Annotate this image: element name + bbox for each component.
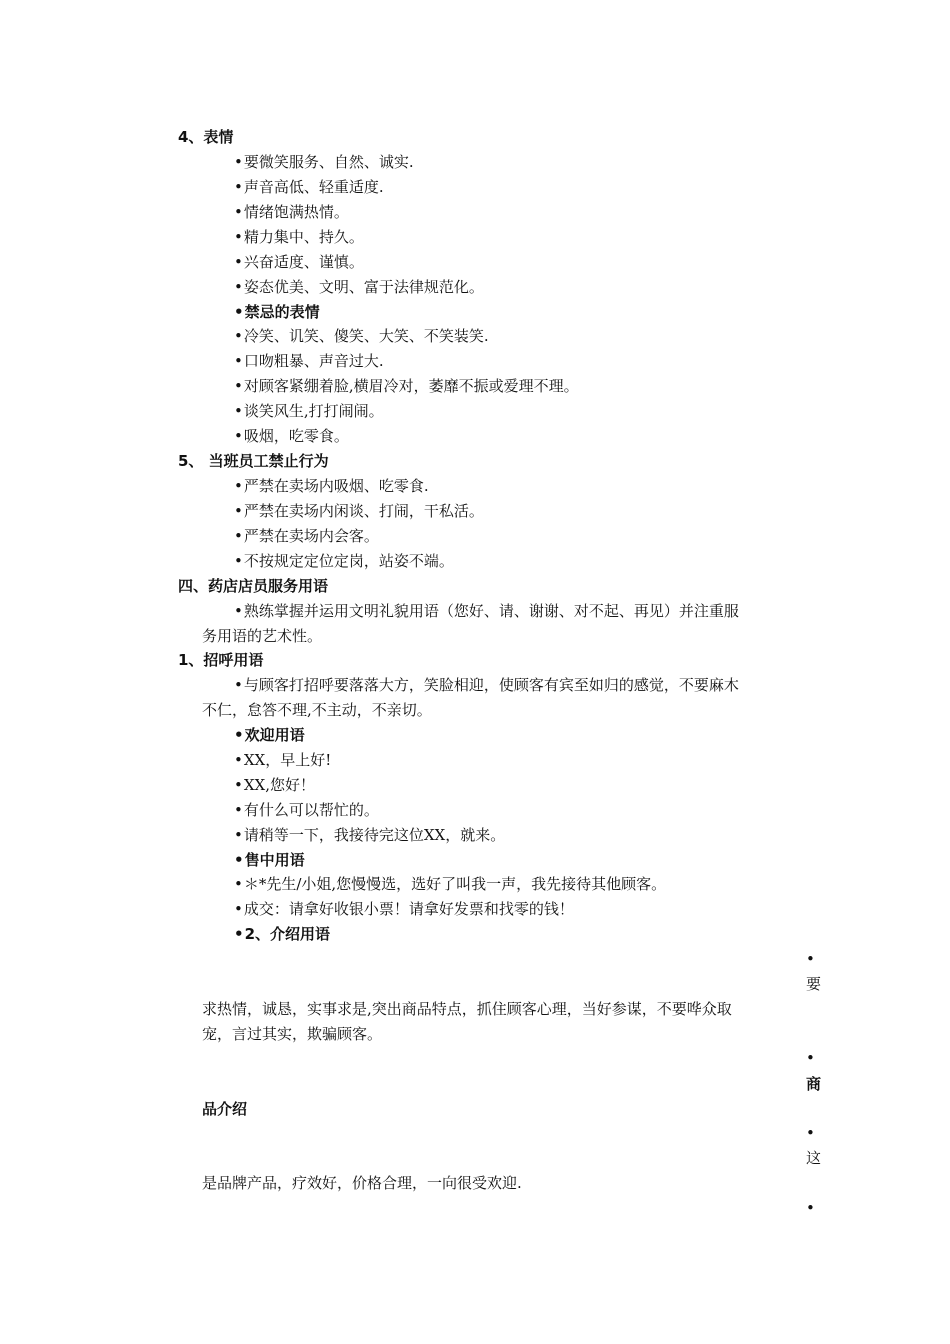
list-item: • 谈笑风生,打打闹闹。 [234, 401, 384, 421]
list-item: • 姿态优美、文明、富于法律规范化。 [234, 277, 484, 297]
paragraph-line: • 熟练掌握并运用文明礼貌用语（您好、请、谢谢、对不起、再见）并注重服 [234, 601, 739, 621]
paragraph-line: 求热情，诚恳，实事求是,突出商品特点，抓住顾客心理，当好参谋，不要哗众取 [202, 1000, 732, 1018]
sale-subheading: • 售中用语 [234, 850, 305, 870]
taboo-subheading: • 禁忌的表情 [234, 302, 320, 322]
paragraph-line: 宠，言过其实，欺骗顾客。 [202, 1025, 383, 1043]
list-item: • 情绪饱满热情。 [234, 202, 349, 222]
list-item: • 不按规定定位定岗，站姿不端。 [234, 551, 454, 571]
list-item: • 冷笑、讥笑、傻笑、大笑、不笑装笑. [234, 326, 489, 346]
list-item: • 对顾客紧绷着脸,横眉冷对，萎靡不振或爱理不理。 [234, 376, 579, 396]
list-item: • 吸烟，吃零食。 [234, 426, 349, 446]
list-item: • 口吻粗暴、声音过大. [234, 351, 384, 371]
bullet-marker: • [806, 950, 815, 968]
bullet-marker: • [806, 1124, 815, 1142]
paragraph-line: • 与顾客打招呼要落落大方，笑脸相迎，使顾客有宾至如归的感觉，不要麻木 [234, 675, 739, 695]
part-4-heading: 四、药店店员服务用语 [178, 577, 329, 595]
section-4-heading: 4、表情 [178, 128, 234, 146]
list-item: • 成交：请拿好收银小票！请拿好发票和找零的钱！ [234, 899, 574, 919]
list-item: • 精力集中、持久。 [234, 227, 364, 247]
list-item: • 严禁在卖场内会客。 [234, 526, 379, 546]
wrapped-char: 商 [806, 1075, 822, 1093]
list-item: • 有什么可以帮忙的。 [234, 800, 379, 820]
product-intro-heading: 品介绍 [202, 1100, 248, 1118]
paragraph-line: 是品牌产品，疗效好，价格合理，一向很受欢迎. [202, 1174, 522, 1192]
list-item: • 兴奋适度、谨慎。 [234, 252, 364, 272]
list-item: • XX,您好！ [234, 775, 315, 795]
list-item: • XX，早上好! [234, 750, 331, 770]
list-item: • 严禁在卖场内吸烟、吃零食. [234, 476, 429, 496]
list-item: • ＊*先生/小姐,您慢慢选，选好了叫我一声，我先接待其他顾客。 [234, 874, 666, 894]
greeting-heading: 1、招呼用语 [178, 651, 264, 669]
wrapped-char: 这 [806, 1149, 822, 1167]
wrapped-char: 要 [806, 975, 822, 993]
section-5-heading: 5、 当班员工禁止行为 [178, 452, 329, 470]
paragraph-line: 务用语的艺术性。 [202, 627, 323, 645]
list-item: • 要微笑服务、自然、诚实. [234, 152, 414, 172]
list-item: • 严禁在卖场内闲谈、打闹，干私活。 [234, 501, 484, 521]
bullet-marker: • [806, 1049, 815, 1067]
bullet-marker: • [806, 1199, 815, 1217]
welcome-subheading: • 欢迎用语 [234, 725, 305, 745]
list-item: • 请稍等一下，我接待完这位XX，就来。 [234, 825, 505, 845]
intro-subheading: • 2、介绍用语 [234, 924, 330, 944]
paragraph-line: 不仁，怠答不理,不主动，不亲切。 [202, 701, 432, 719]
list-item: • 声音高低、轻重适度. [234, 177, 384, 197]
